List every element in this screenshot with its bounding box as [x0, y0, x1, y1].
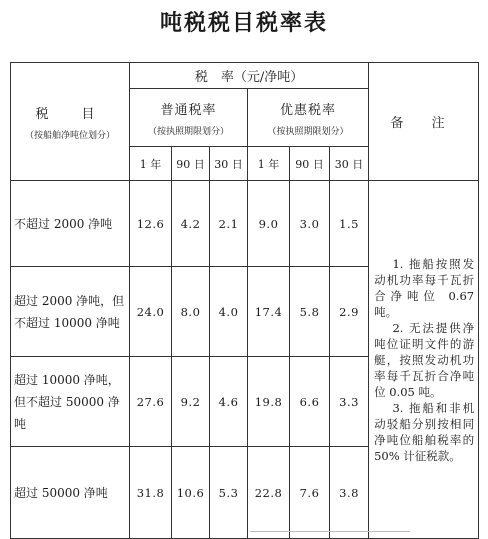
group-sublabel-preferential: （按执照期限划分） [267, 126, 349, 137]
group-label-preferential: 优惠税率 [280, 102, 337, 118]
item-subheader: （按船舶净吨位划分） [24, 130, 115, 141]
row-label: 超过 2000 净吨，但不超过 10000 净吨 [11, 267, 130, 357]
rate-cell: 4.0 [210, 267, 248, 357]
item-header: 税 目 [35, 106, 105, 122]
note-2: 2. 无法提供净吨位证明文件的游艇，按照发动机功率每千瓦折合净吨位 0.05 吨。 [374, 320, 475, 399]
rate-cell: 22.8 [248, 447, 290, 539]
group-header-ordinary [130, 89, 248, 147]
rate-cell: 4.6 [210, 357, 248, 447]
rate-cell: 6.6 [290, 357, 330, 447]
rate-cell: 1.5 [330, 181, 369, 267]
table-row [11, 181, 479, 267]
rate-cell: 24.0 [130, 267, 172, 357]
item-header-cell [11, 63, 130, 181]
rate-cell: 2.9 [330, 267, 369, 357]
row-label: 不超过 2000 净吨 [11, 181, 130, 267]
row-label: 超过 10000 净吨，但不超过 50000 净吨 [11, 357, 130, 447]
note-1: 1. 拖船按照发动机功率每千瓦折合净吨位 0.67 吨。 [374, 256, 475, 319]
rate-cell: 3.0 [290, 181, 330, 267]
rate-cell: 3.3 [330, 357, 369, 447]
rate-cell: 5.3 [210, 447, 248, 539]
rate-header: 税 率（元/净吨） [130, 63, 369, 89]
rate-cell: 4.2 [172, 181, 210, 267]
footer-rule [250, 531, 410, 532]
rate-cell: 31.8 [130, 447, 172, 539]
period-header: 30 日 [210, 147, 248, 181]
row-label: 超过 50000 净吨 [11, 447, 130, 539]
group-sublabel-ordinary: （按执照期限划分） [147, 126, 229, 137]
period-header: 90 日 [290, 147, 330, 181]
rate-cell: 19.8 [248, 357, 290, 447]
rate-cell: 27.6 [130, 357, 172, 447]
group-header-preferential [248, 89, 369, 147]
note-3: 3. 拖船和非机动驳船分别按相同净吨位船舶税率的 50% 计征税款。 [374, 400, 475, 463]
period-header: 1 年 [248, 147, 290, 181]
tonnage-tax-table [10, 62, 479, 539]
remarks-header-cell [369, 63, 479, 181]
rate-cell: 12.6 [130, 181, 172, 267]
remarks-cell [369, 181, 479, 539]
rate-cell: 10.6 [172, 447, 210, 539]
rate-cell: 2.1 [210, 181, 248, 267]
rate-cell: 7.6 [290, 447, 330, 539]
group-label-ordinary: 普通税率 [160, 102, 217, 118]
rate-cell: 9.2 [172, 357, 210, 447]
period-header: 30 日 [330, 147, 369, 181]
rate-cell: 17.4 [248, 267, 290, 357]
rate-cell: 5.8 [290, 267, 330, 357]
rate-cell: 9.0 [248, 181, 290, 267]
remarks-header: 备 注 [390, 116, 457, 131]
rate-cell: 8.0 [172, 267, 210, 357]
period-header: 1 年 [130, 147, 172, 181]
rate-cell: 3.8 [330, 447, 369, 539]
period-header: 90 日 [172, 147, 210, 181]
page-title: 吨税税目税率表 [159, 10, 328, 36]
